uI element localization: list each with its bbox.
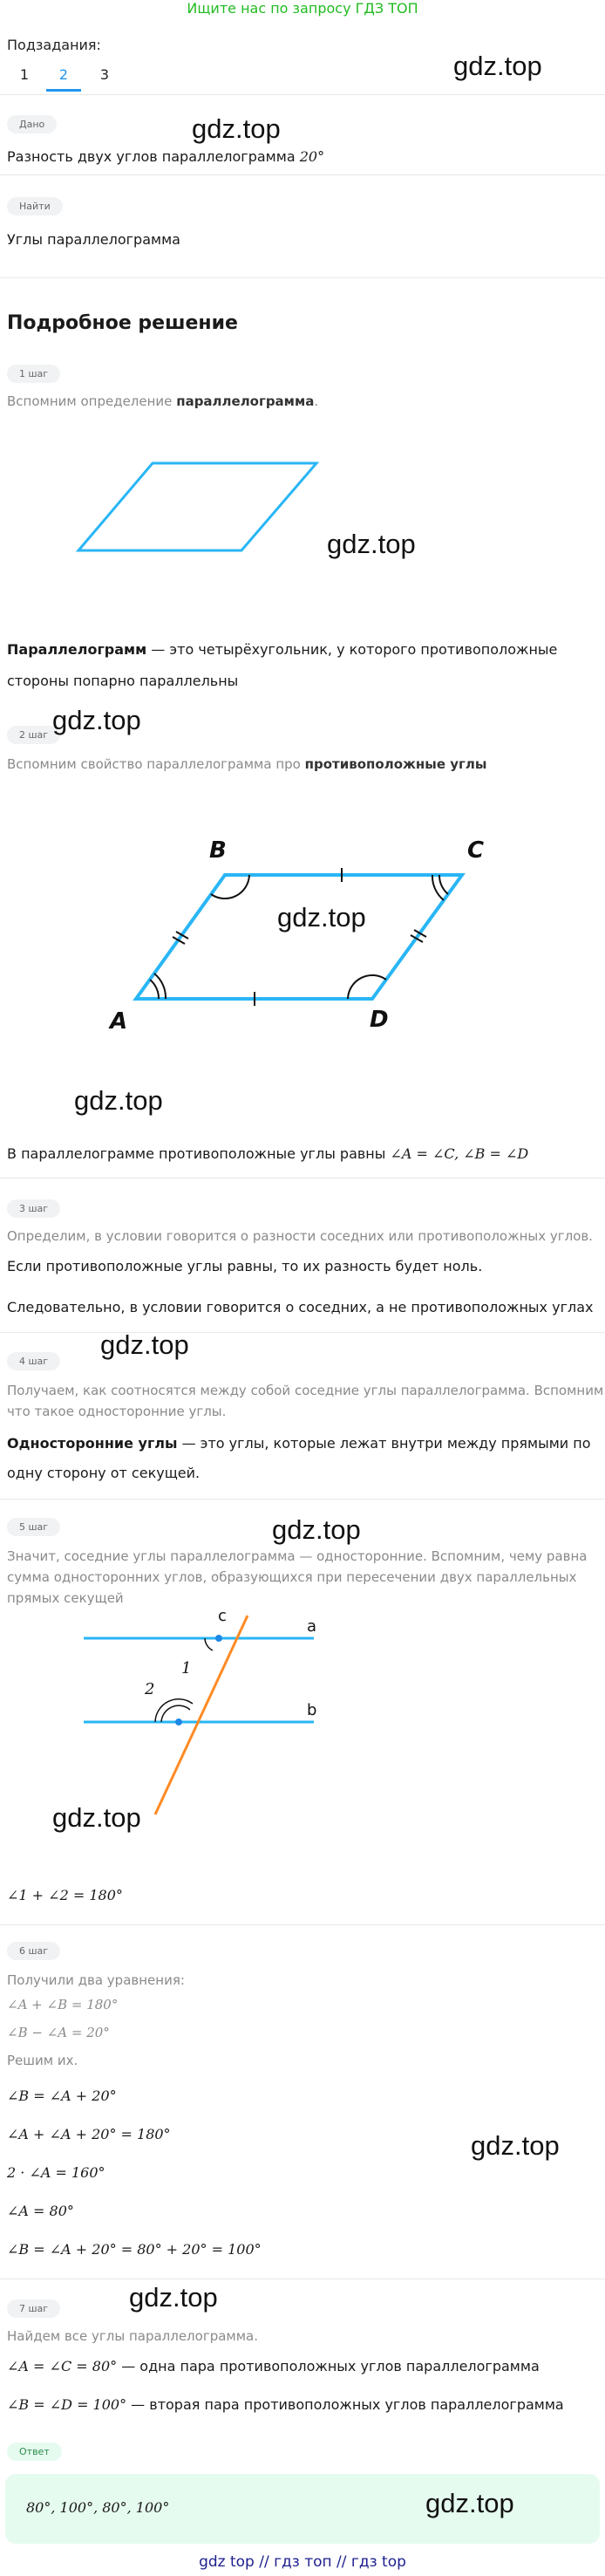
step1-def-line2: стороны попарно параллельны xyxy=(7,673,239,689)
divider xyxy=(0,94,605,95)
step5-gray2: сумма односторонних углов, образующихся при пересечении двух параллельных xyxy=(7,1569,577,1585)
given-text xyxy=(7,142,324,172)
watermark: gdz.top xyxy=(192,113,281,144)
step3-chip: 3 шаг xyxy=(7,1199,60,1218)
answer-chip: Ответ xyxy=(7,2443,62,2461)
step4-gray2: что такое односторонние углы. xyxy=(7,1404,227,1419)
step4-line2: одну сторону от секущей. xyxy=(7,1465,201,1481)
step7-gray: Найдем все углы параллелограмма. xyxy=(7,2328,259,2344)
divider xyxy=(0,1178,605,1179)
step1-def-bold: Параллелограмм xyxy=(7,641,147,658)
step3-gray: Определим, в условии говорится о разности соседних или противоположных углов. xyxy=(7,1228,594,1244)
solution-heading: Подробное решение xyxy=(7,312,238,334)
step2-chip: 2 шаг xyxy=(7,726,60,744)
angle-2-arc-2 xyxy=(155,1699,193,1722)
step6-line: ∠B = ∠A + 20° xyxy=(7,2087,117,2104)
step1-chip: 1 шаг xyxy=(7,365,60,383)
step7-line2-text: — вторая пара противоположных углов параллелограмма xyxy=(126,2396,564,2413)
step1-definition xyxy=(7,635,557,665)
step6-gray-intro: Получили два уравнения: xyxy=(7,1972,185,1988)
transversal-figure xyxy=(78,1607,331,1819)
parallelogram-figure xyxy=(70,452,331,557)
divider xyxy=(0,277,605,278)
subtask-tab-2[interactable]: 2 xyxy=(46,63,81,92)
line-c-transversal xyxy=(155,1616,248,1814)
watermark: gdz.top xyxy=(100,1329,189,1360)
step3-line1: Если противоположные углы равны, то их разность будет ноль. xyxy=(7,1258,483,1274)
watermark: gdz.top xyxy=(52,1802,141,1833)
parallelogram-angles-figure xyxy=(87,833,506,1042)
watermark: gdz.top xyxy=(471,2130,560,2161)
step2-intro-bold: противоположные углы xyxy=(304,756,487,772)
vertex-label-a: A xyxy=(110,1008,128,1035)
given-chip: Дано xyxy=(7,115,57,133)
step3-line2: Следовательно, в условии говорится о соседних, а не противоположных углах xyxy=(7,1299,594,1315)
step6-eq1: ∠A + ∠B = 180° xyxy=(7,1997,119,2012)
step2-intro-text: Вспомним свойство параллелограмма про xyxy=(7,756,301,772)
subtask-tab-3[interactable]: 3 xyxy=(99,66,110,83)
divider xyxy=(0,174,605,175)
footer-links[interactable]: gdz top // гдз топ // гдз top xyxy=(199,2553,406,2571)
step2-intro xyxy=(7,752,486,776)
subtask-tab-1[interactable]: 1 xyxy=(19,66,30,83)
step7-chip: 7 шаг xyxy=(7,2299,60,2318)
answer-value: 80°, 100°, 80°, 100° xyxy=(26,2499,170,2516)
step6-line: ∠A + ∠A + 20° = 180° xyxy=(7,2126,171,2142)
step4-line1 xyxy=(7,1429,591,1459)
watermark: gdz.top xyxy=(277,902,366,933)
given-math: 20° xyxy=(299,148,325,165)
watermark: gdz.top xyxy=(453,51,542,81)
divider xyxy=(0,1499,605,1500)
vertex-label-d: D xyxy=(370,1007,389,1033)
label-a: a xyxy=(307,1617,317,1636)
step7-line2 xyxy=(7,2390,564,2420)
divider xyxy=(0,1924,605,1925)
angle-c-arc-1 xyxy=(439,875,448,894)
divider xyxy=(0,1332,605,1333)
step6-line: ∠B = ∠A + 20° = 80° + 20° = 100° xyxy=(7,2241,262,2258)
intersection-point-b xyxy=(175,1718,182,1725)
given-text-label: Разность двух углов параллелограмма xyxy=(7,148,296,165)
step1-intro xyxy=(7,389,318,413)
step4-chip: 4 шаг xyxy=(7,1352,60,1370)
watermark: gdz.top xyxy=(129,2282,218,2313)
watermark: gdz.top xyxy=(327,529,416,559)
step6-line: ∠A = 80° xyxy=(7,2203,74,2219)
subtasks-label: Подзадания: xyxy=(7,37,101,53)
step5-chip: 5 шаг xyxy=(7,1518,60,1536)
step1-intro-text: Вспомним определение xyxy=(7,393,173,409)
step1-intro-bold: параллелограмма xyxy=(176,393,315,409)
step2-conclusion-text: В параллелограмме противоположные углы равны xyxy=(7,1145,386,1162)
angle-a-arc-1 xyxy=(150,980,159,999)
label-c: c xyxy=(218,1607,227,1625)
step7-line2-math: ∠B = ∠D = 100° xyxy=(7,2396,127,2413)
watermark: gdz.top xyxy=(272,1514,361,1545)
step1-def-line1: — это четырёхугольник, у которого противоположные xyxy=(146,641,558,658)
label-b: b xyxy=(307,1701,317,1719)
step6-chip: 6 шаг xyxy=(7,1942,60,1960)
step4-line1-bold: Односторонние углы xyxy=(7,1435,178,1452)
step6-eq2: ∠B − ∠A = 20° xyxy=(7,2025,110,2040)
step1-intro-end: . xyxy=(314,393,319,409)
watermark: gdz.top xyxy=(74,1085,163,1116)
step5-gray1: Значит, соседние углы параллелограмма — односторонние. Вспомним, чему равна xyxy=(7,1548,588,1564)
label-angle-2: 2 xyxy=(145,1680,155,1698)
step4-line1-text: — это углы, которые лежат внутри между прямыми по xyxy=(177,1435,591,1452)
find-chip: Найти xyxy=(7,197,63,215)
vertex-label-b: B xyxy=(209,837,227,864)
watermark: gdz.top xyxy=(425,2488,514,2518)
step5-gray3: прямых секущей xyxy=(7,1590,124,1606)
parallelogram-shape xyxy=(78,463,316,550)
angle-2-arc-1 xyxy=(161,1705,190,1722)
step4-gray1: Получаем, как соотносятся между собой соседние углы параллелограмма. Вспомним xyxy=(7,1383,604,1398)
step6-gray-solve: Решим их. xyxy=(7,2053,78,2068)
step6-line: 2 · ∠A = 160° xyxy=(7,2164,105,2181)
step7-line1 xyxy=(7,2352,540,2381)
top-banner: Ищите нас по запросу ГДЗ ТОП xyxy=(187,0,418,17)
watermark: gdz.top xyxy=(52,705,141,735)
step2-conclusion xyxy=(7,1139,528,1169)
step2-conclusion-math: ∠A = ∠C, ∠B = ∠D xyxy=(390,1145,529,1162)
step7-line1-text: — одна пара противоположных углов параллелограмма xyxy=(117,2358,540,2374)
step5-formula: ∠1 + ∠2 = 180° xyxy=(7,1887,123,1903)
intersection-point-a xyxy=(215,1635,222,1642)
angle-1-arc xyxy=(205,1638,213,1650)
find-text: Углы параллелограмма xyxy=(7,231,180,248)
step7-line1-math: ∠A = ∠C = 80° xyxy=(7,2358,118,2374)
label-angle-1: 1 xyxy=(181,1659,192,1677)
vertex-label-c: C xyxy=(467,837,485,864)
